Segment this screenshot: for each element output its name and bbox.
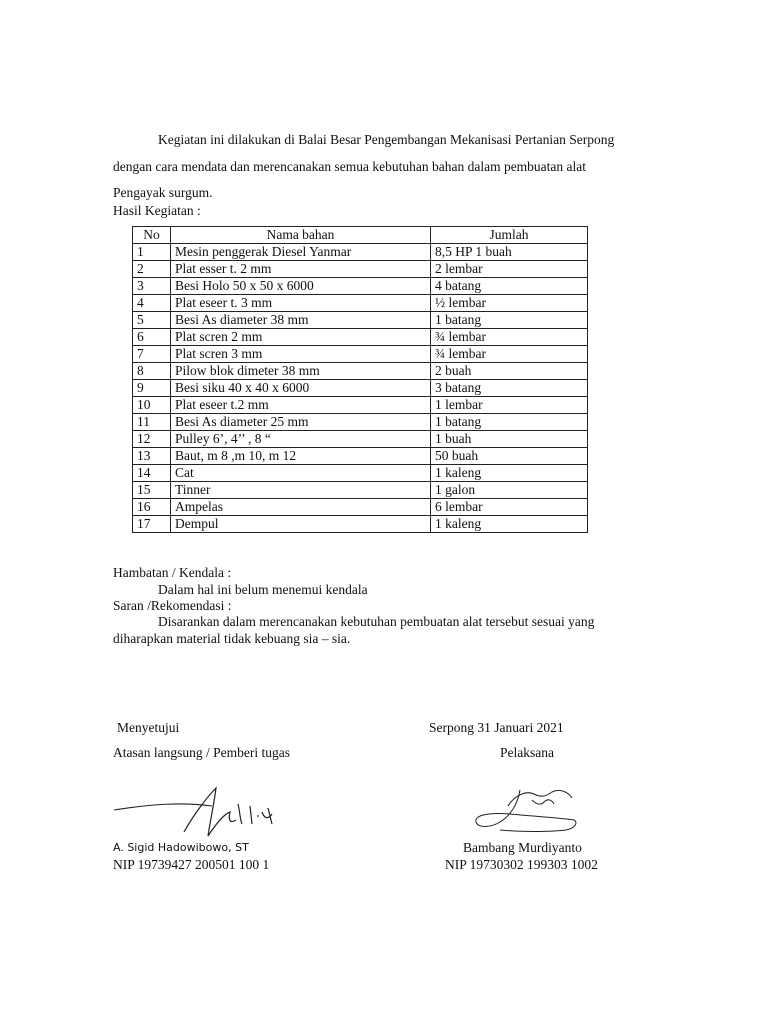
- table-body: [133, 244, 588, 533]
- executor-nip: NIP 19730302 199303 1002: [445, 857, 598, 872]
- row-quantity: ¾ lembar: [431, 329, 588, 346]
- row-material-name: Plat scren 2 mm: [171, 329, 431, 346]
- row-material-name: Cat: [171, 465, 431, 482]
- table-row: [133, 431, 588, 448]
- row-number: 9: [133, 380, 171, 397]
- row-material-name: Besi Holo 50 x 50 x 6000: [171, 278, 431, 295]
- results-label: Hasil Kegiatan :: [113, 203, 201, 218]
- approver-name: A. Sigid Hadowibowo, ST: [113, 841, 249, 854]
- row-number: 11: [133, 414, 171, 431]
- row-number: 14: [133, 465, 171, 482]
- row-material-name: Plat scren 3 mm: [171, 346, 431, 363]
- row-quantity: 1 galon: [431, 482, 588, 499]
- intro-line-3: Pengayak surgum.: [113, 185, 213, 200]
- table-row: [133, 244, 588, 261]
- row-material-name: Ampelas: [171, 499, 431, 516]
- row-number: 10: [133, 397, 171, 414]
- row-quantity: 4 batang: [431, 278, 588, 295]
- row-number: 16: [133, 499, 171, 516]
- table-row: [133, 329, 588, 346]
- place-date: Serpong 31 Januari 2021: [429, 720, 564, 735]
- table-row: [133, 380, 588, 397]
- row-material-name: Besi As diameter 25 mm: [171, 414, 431, 431]
- obstacles-label: Hambatan / Kendala :: [113, 565, 232, 580]
- row-quantity: 1 batang: [431, 414, 588, 431]
- table-row: [133, 278, 588, 295]
- table-row: [133, 261, 588, 278]
- row-quantity: 1 lembar: [431, 397, 588, 414]
- executor-name: Bambang Murdiyanto: [463, 840, 582, 855]
- row-number: 4: [133, 295, 171, 312]
- table-row: [133, 516, 588, 533]
- table-row: [133, 346, 588, 363]
- row-quantity: 6 lembar: [431, 499, 588, 516]
- header-no: No: [133, 227, 171, 244]
- row-material-name: Plat esser t. 2 mm: [171, 261, 431, 278]
- recommendation-label: Saran /Rekomendasi :: [113, 598, 232, 613]
- row-material-name: Baut, m 8 ,m 10, m 12: [171, 448, 431, 465]
- row-material-name: Plat eseer t. 3 mm: [171, 295, 431, 312]
- row-number: 17: [133, 516, 171, 533]
- table-row: [133, 465, 588, 482]
- row-material-name: Pulley 6’, 4’’ , 8 “: [171, 431, 431, 448]
- row-quantity: 50 buah: [431, 448, 588, 465]
- approver-role: Atasan langsung / Pemberi tugas: [113, 745, 290, 760]
- row-number: 1: [133, 244, 171, 261]
- row-quantity: 2 buah: [431, 363, 588, 380]
- intro-line-1: Kegiatan ini dilakukan di Balai Besar Pengembangan Mekanisasi Pertanian Serpong: [158, 132, 615, 147]
- approver-nip: NIP 19739427 200501 100 1: [113, 857, 270, 872]
- row-quantity: 1 kaleng: [431, 465, 588, 482]
- row-quantity: 8,5 HP 1 buah: [431, 244, 588, 261]
- row-material-name: Tinner: [171, 482, 431, 499]
- row-number: 8: [133, 363, 171, 380]
- left-signature: [112, 784, 292, 840]
- approval-label: Menyetujui: [117, 720, 180, 735]
- executor-role: Pelaksana: [500, 745, 554, 760]
- row-number: 12: [133, 431, 171, 448]
- row-number: 5: [133, 312, 171, 329]
- row-material-name: Besi As diameter 38 mm: [171, 312, 431, 329]
- row-number: 3: [133, 278, 171, 295]
- table-row: [133, 448, 588, 465]
- table-row: [133, 414, 588, 431]
- obstacles-text: Dalam hal ini belum menemui kendala: [158, 582, 368, 597]
- table-row: [133, 397, 588, 414]
- table-row: [133, 482, 588, 499]
- table-header-row: [133, 227, 588, 244]
- right-signature: [470, 786, 590, 838]
- row-number: 15: [133, 482, 171, 499]
- table-row: [133, 295, 588, 312]
- row-number: 6: [133, 329, 171, 346]
- materials-table: [132, 226, 588, 533]
- row-quantity: 1 kaleng: [431, 516, 588, 533]
- intro-paragraph: [113, 127, 693, 207]
- row-quantity: ½ lembar: [431, 295, 588, 312]
- row-quantity: 2 lembar: [431, 261, 588, 278]
- row-quantity: ¾ lembar: [431, 346, 588, 363]
- header-qty: Jumlah: [431, 227, 588, 244]
- recommendation-line-1: Disarankan dalam merencanakan kebutuhan pembuatan alat tersebut sesuai yang: [158, 614, 595, 629]
- row-material-name: Plat eseer t.2 mm: [171, 397, 431, 414]
- table-row: [133, 363, 588, 380]
- row-number: 7: [133, 346, 171, 363]
- intro-line-2: dengan cara mendata dan merencanakan semua kebutuhan bahan dalam pembuatan alat: [113, 158, 587, 174]
- table-row: [133, 312, 588, 329]
- row-number: 13: [133, 448, 171, 465]
- row-material-name: Dempul: [171, 516, 431, 533]
- header-name: Nama bahan: [171, 227, 431, 244]
- row-quantity: 1 batang: [431, 312, 588, 329]
- recommendation-line-2: diharapkan material tidak kebuang sia – sia.: [113, 631, 351, 646]
- row-quantity: 1 buah: [431, 431, 588, 448]
- row-quantity: 3 batang: [431, 380, 588, 397]
- row-material-name: Mesin penggerak Diesel Yanmar: [171, 244, 431, 261]
- row-number: 2: [133, 261, 171, 278]
- row-material-name: Pilow blok dimeter 38 mm: [171, 363, 431, 380]
- table-row: [133, 499, 588, 516]
- row-material-name: Besi siku 40 x 40 x 6000: [171, 380, 431, 397]
